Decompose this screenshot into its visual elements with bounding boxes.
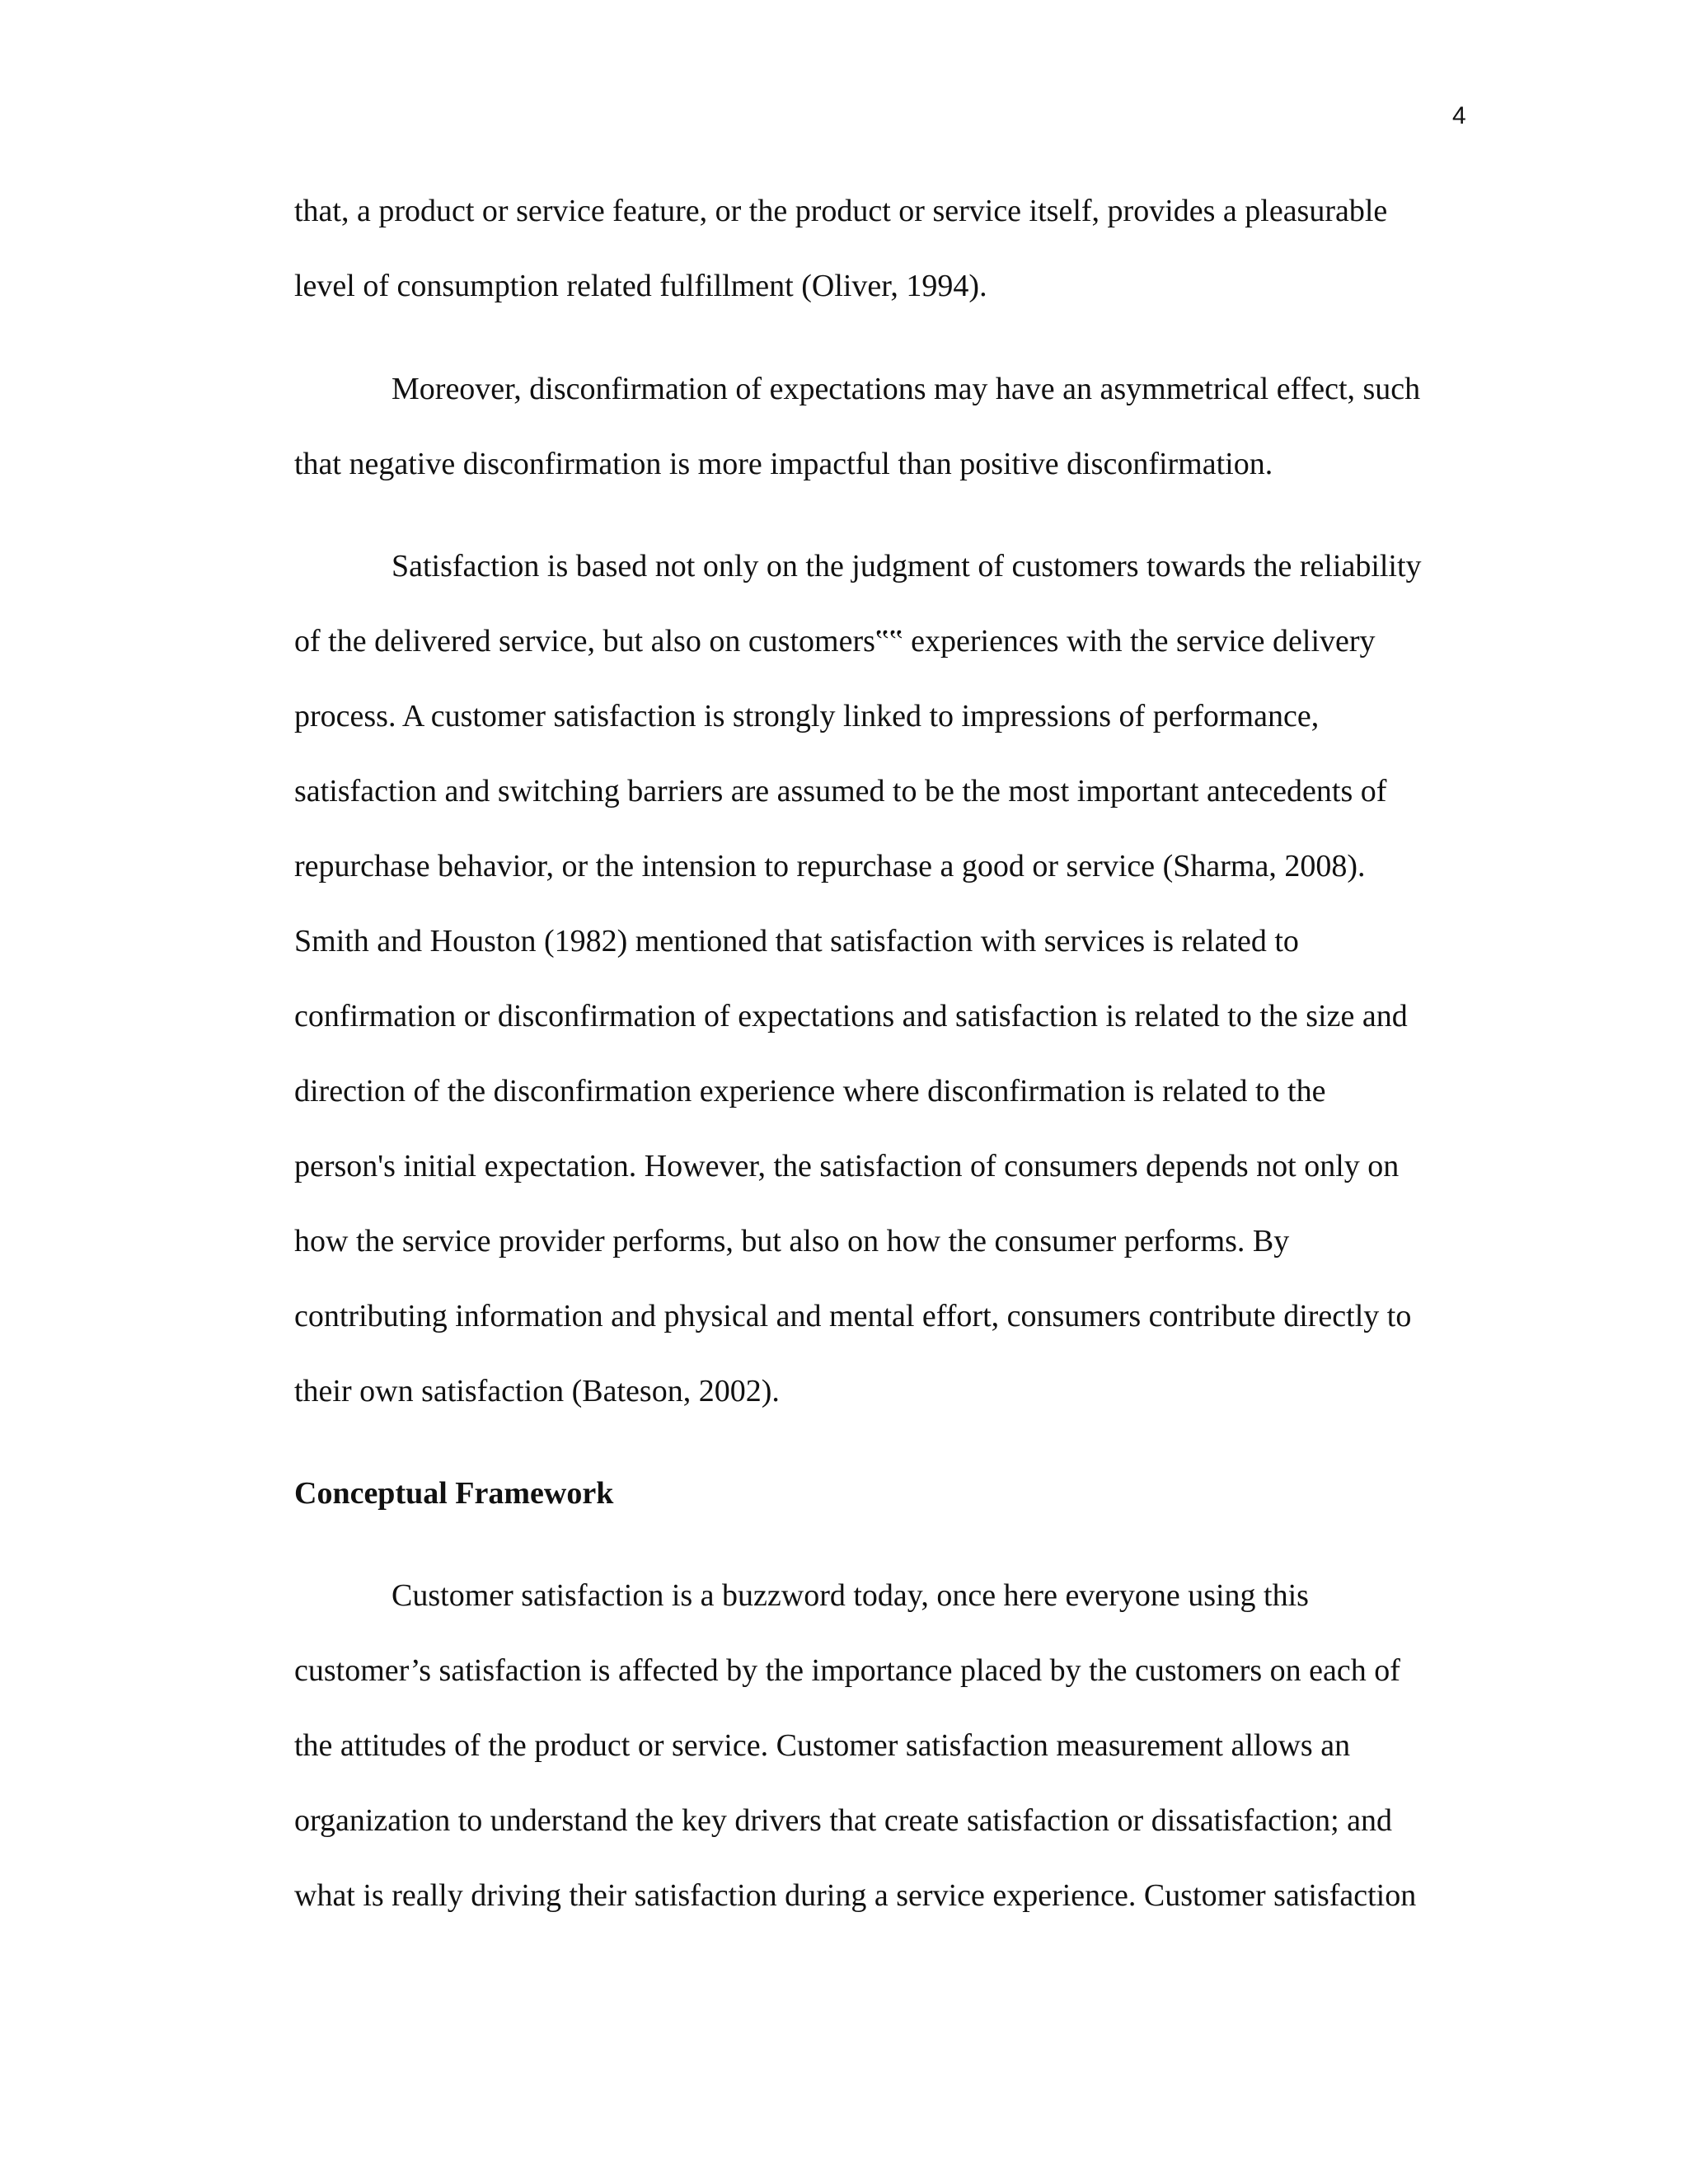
body-line: level of consumption related fulfillment (Oliver, 1994). — [294, 269, 987, 303]
body-line: that, a product or service feature, or the product or service itself, provides a pleasurable — [294, 194, 1388, 228]
body-line: organization to understand the key drivers that create satisfaction or dissatisfaction; and — [294, 1803, 1393, 1838]
section-heading: Conceptual Framework — [294, 1476, 614, 1511]
paragraph-first-line: Moreover, disconfirmation of expectations may have an asymmetrical effect, such — [392, 372, 1421, 406]
paragraph-first-line: Satisfaction is based not only on the judgment of customers towards the reliability — [392, 549, 1422, 583]
body-line: of the delivered service, but also on customers‟‟ experiences with the service delivery — [294, 624, 1376, 658]
page-number: 4 — [1452, 102, 1466, 129]
body-line: process. A customer satisfaction is strongly linked to impressions of performance, — [294, 699, 1320, 733]
paragraph-first-line: Customer satisfaction is a buzzword today, once here everyone using this — [392, 1578, 1309, 1613]
body-line: confirmation or disconfirmation of expectations and satisfaction is related to the size and — [294, 999, 1408, 1033]
body-line: customer’s satisfaction is affected by the importance placed by the customers on each of — [294, 1653, 1400, 1688]
body-line: direction of the disconfirmation experience where disconfirmation is related to the — [294, 1074, 1326, 1108]
body-line: the attitudes of the product or service. Customer satisfaction measurement allows an — [294, 1728, 1351, 1763]
body-line: that negative disconfirmation is more impactful than positive disconfirmation. — [294, 447, 1273, 481]
body-line: repurchase behavior, or the intension to repurchase a good or service (Sharma, 2008). — [294, 849, 1366, 883]
body-line: contributing information and physical and mental effort, consumers contribute directly to — [294, 1299, 1412, 1333]
body-line: Smith and Houston (1982) mentioned that satisfaction with services is related to — [294, 924, 1299, 958]
body-line: how the service provider performs, but also on how the consumer performs. By — [294, 1224, 1290, 1258]
body-line: what is really driving their satisfaction during a service experience. Customer satisfaction — [294, 1878, 1417, 1913]
body-line: their own satisfaction (Bateson, 2002). — [294, 1374, 780, 1408]
body-line: person's initial expectation. However, the satisfaction of consumers depends not only on — [294, 1149, 1400, 1183]
body-line: satisfaction and switching barriers are assumed to be the most important antecedents of — [294, 774, 1387, 808]
